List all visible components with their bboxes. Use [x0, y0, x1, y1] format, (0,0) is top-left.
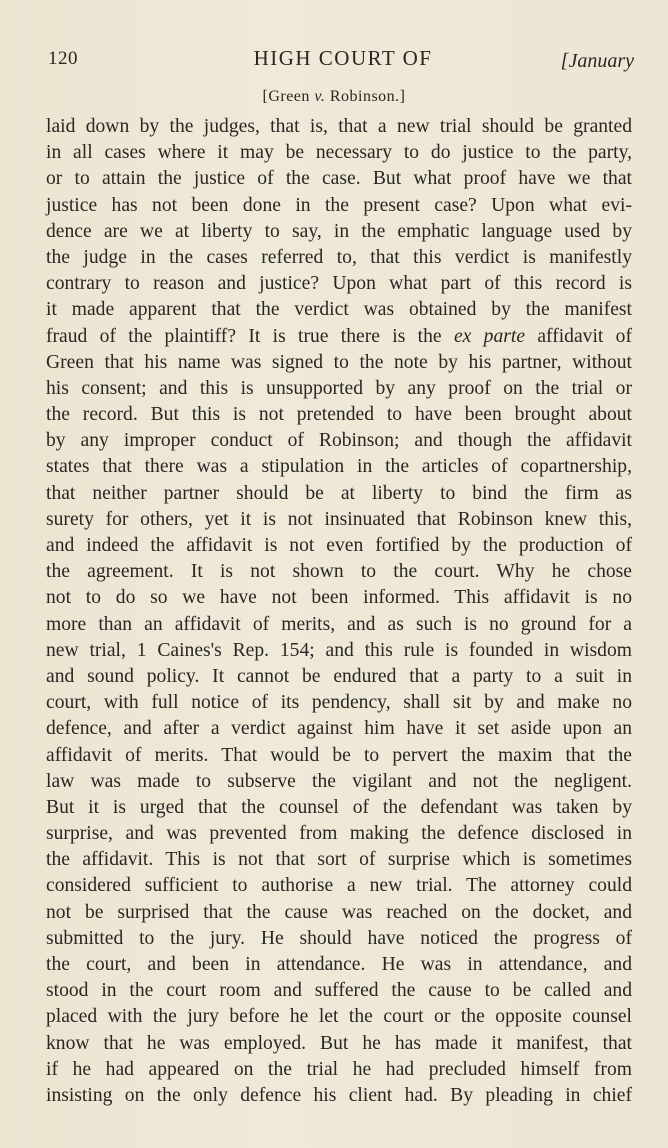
text-line: laid down by the judges, that is, that a new trial should be granted [46, 116, 632, 137]
text-line-with-italic [46, 324, 632, 350]
text-line: dence are we at liberty to say, in the emphatic language used by [46, 220, 632, 242]
text-line: Green that his name was signed to the note by his partner, without [46, 351, 632, 373]
text-line: submitted to the jury. He should have noticed the progress of [46, 927, 632, 949]
text-line: affidavit of merits. That would be to pervert the maxim that the [46, 744, 632, 766]
text-line: But it is urged that the counsel of the defendant was taken by [46, 796, 632, 818]
text-line: the affidavit. This is not that sort of surprise which is sometimes [46, 849, 632, 871]
text-line: court, with full notice of its pendency, shall sit by and make no [46, 692, 632, 714]
page-number: 120 [48, 48, 78, 69]
text-line: the agreement. It is not shown to the court. Why he chose [46, 561, 632, 583]
text-line: stood in the court room and suffered the cause to be called and [46, 980, 632, 1002]
italic-phrase: ex parte [453, 325, 526, 347]
text-line: new trial, 1 Caines's Rep. 154; and this rule is founded in wisdom [46, 639, 632, 661]
text-line: surprise, and was prevented from making the defence disclosed in [46, 823, 632, 845]
text-line: justice has not been done in the present case? Upon what evi- [46, 194, 632, 216]
text-line: the court, and been in attendance. He was in attendance, and [46, 954, 632, 975]
text-line: surety for others, yet it is not insinuated that Robinson knew this, [46, 508, 632, 530]
text-line: contrary to reason and justice? Upon what part of this record is [46, 273, 632, 295]
running-head-month: [January [560, 50, 634, 72]
text-line: by any improper conduct of Robinson; and though the affidavit [46, 430, 632, 452]
line-segment: affidavit of [525, 325, 632, 347]
case-caption [0, 88, 668, 106]
text-line: not to do so we have not been informed. This affidavit is no [46, 587, 632, 609]
line-segment: fraud of the plaintiff? It is true there is the [46, 325, 454, 347]
text-line: know that he was employed. But he has made it manifest, that [46, 1032, 632, 1054]
text-line: the record. But this is not pretended to have been brought about [46, 404, 632, 426]
case-caption-close: Robinson.] [325, 88, 406, 105]
case-caption-versus: v. [314, 88, 326, 105]
text-line: and sound policy. It cannot be endured that a party to a suit in [46, 665, 632, 687]
text-line: states that there was a stipulation in the articles of copartnership, [46, 456, 632, 478]
text-line: if he had appeared on the trial he had precluded himself from [46, 1058, 632, 1080]
text-line: more than an affidavit of merits, and as such is no ground for a [46, 613, 632, 635]
text-line: or to attain the justice of the case. But what proof have we that [46, 168, 632, 190]
text-line: the judge in the cases referred to, that this verdict is manifestly [46, 246, 632, 268]
text-line: considered sufficient to authorise a new trial. The attorney could [46, 875, 632, 897]
case-caption-open: [Green [262, 88, 315, 105]
text-line: in all cases where it may be necessary to do justice to the party, [46, 142, 632, 164]
text-line: placed with the jury before he let the court or the opposite counsel [46, 1006, 632, 1028]
running-head: HIGH COURT OF [253, 46, 433, 70]
text-line: law was made to subserve the vigilant and not the negligent. [46, 770, 632, 792]
text-line: that neither partner should be at liberty to bind the firm as [46, 482, 632, 504]
text-line: his consent; and this is unsupported by any proof on the trial or [46, 377, 632, 399]
text-line: insisting on the only defence his client had. By pleading in chief [46, 1084, 632, 1106]
text-line: not be surprised that the cause was reached on the docket, and [46, 901, 632, 923]
text-line: defence, and after a verdict against him have it set aside upon an [46, 718, 632, 740]
page-header [48, 44, 638, 76]
text-line: and indeed the affidavit is not even fortified by the production of [46, 535, 632, 556]
text-line: it made apparent that the verdict was obtained by the manifest [46, 299, 632, 321]
body-text [46, 114, 632, 1109]
